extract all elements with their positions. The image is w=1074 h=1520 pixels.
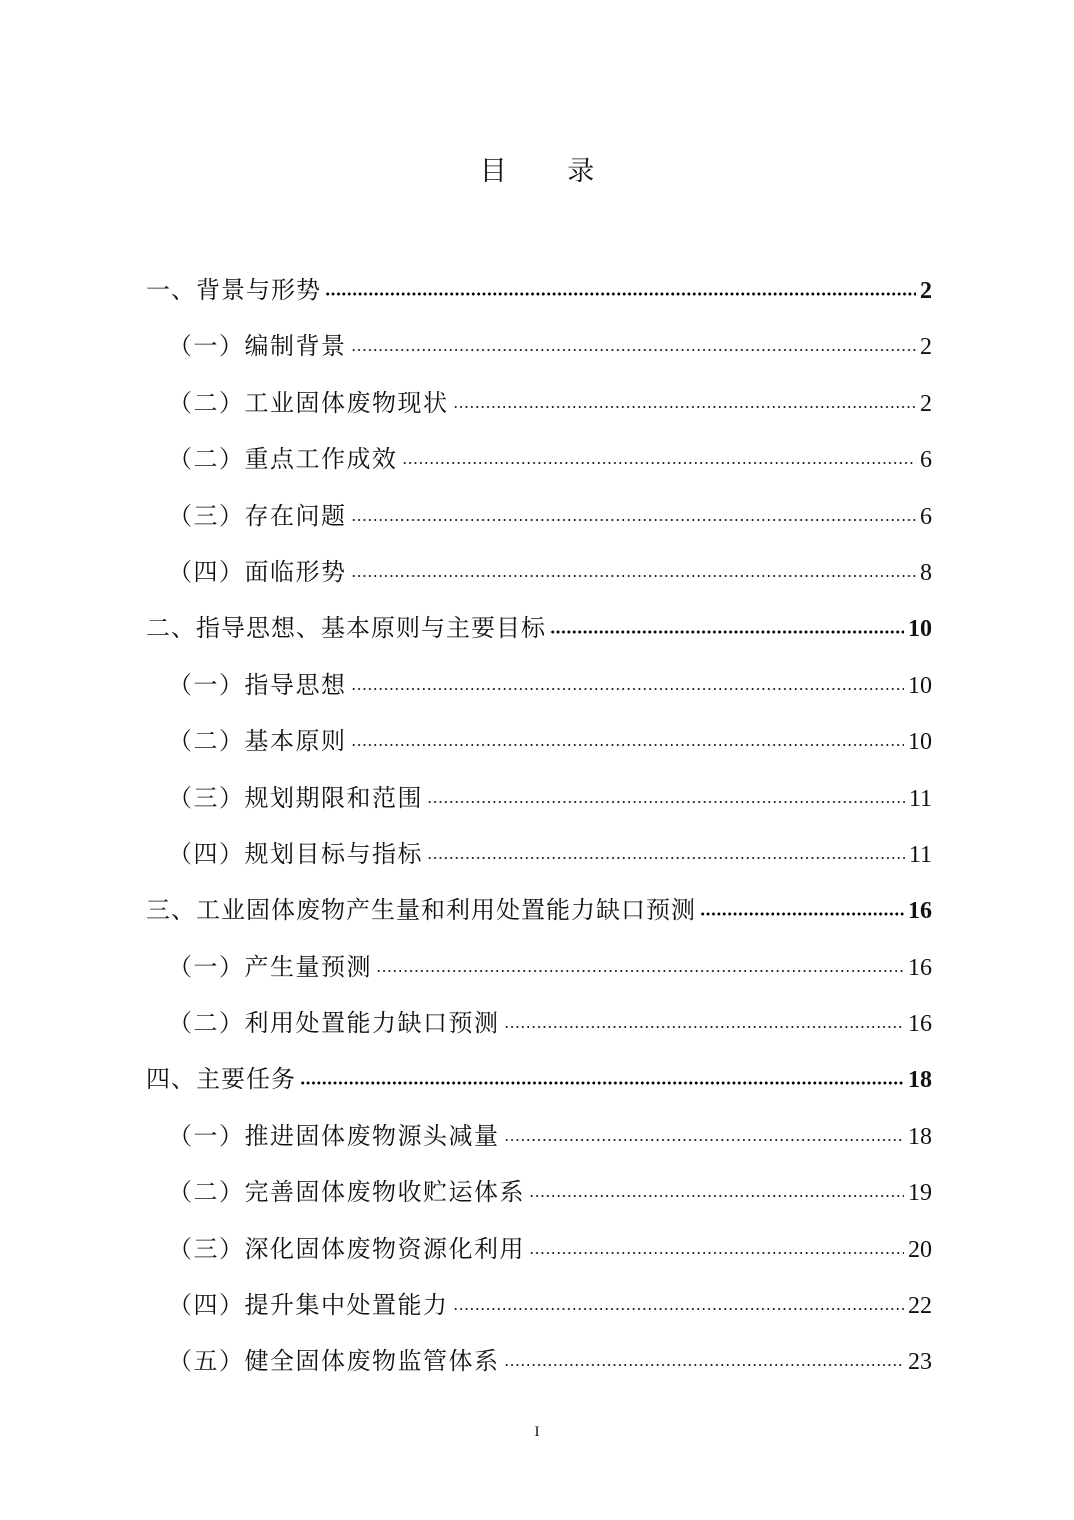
toc-entry-page-number: 2 (920, 334, 932, 361)
dot-leader (504, 1025, 905, 1029)
dot-leader (351, 574, 917, 578)
toc-chapter-entry[interactable] (146, 600, 932, 656)
toc-entry-page-number: 10 (908, 672, 932, 699)
toc-entry-label: （一）推进固体废物源头减量 (168, 1121, 500, 1150)
dot-leader (529, 1194, 904, 1198)
toc-entry-label: （二）工业固体废物现状 (168, 388, 449, 417)
dot-leader (351, 743, 905, 747)
toc-entry-label: （三）规划期限和范围 (168, 783, 423, 812)
toc-section-entry[interactable] (146, 375, 932, 431)
toc-entry-label: （三）深化固体废物资源化利用 (168, 1234, 525, 1263)
toc-entry-label: （一）产生量预测 (168, 952, 372, 981)
dot-leader (427, 856, 905, 860)
toc-section-entry[interactable] (146, 1333, 932, 1389)
dot-leader (504, 1363, 905, 1367)
page-title: 目 录 (479, 156, 621, 187)
toc-section-entry[interactable] (146, 995, 932, 1051)
toc-entry-page-number: 10 (908, 729, 932, 756)
toc-section-entry[interactable] (146, 1108, 932, 1164)
toc-entry-label: （二）完善固体废物收贮运体系 (168, 1178, 525, 1207)
dot-leader (402, 461, 917, 465)
toc-section-entry[interactable] (146, 488, 932, 544)
toc-entry-label: 四、主要任务 (146, 1065, 296, 1094)
toc-entry-page-number: 22 (908, 1293, 932, 1320)
dot-leader (351, 348, 917, 352)
dot-leader (504, 1138, 905, 1142)
toc-entry-label: （四）面临形势 (168, 557, 347, 586)
toc-chapter-entry[interactable] (146, 882, 932, 938)
table-of-contents (146, 262, 932, 1390)
toc-entry-label: （一）编制背景 (168, 332, 347, 361)
toc-section-entry[interactable] (146, 939, 932, 995)
toc-entry-page-number: 11 (908, 785, 932, 812)
toc-entry-page-number: 2 (920, 278, 932, 304)
dot-leader (300, 1081, 904, 1085)
toc-entry-page-number: 18 (908, 1067, 932, 1094)
dot-leader (453, 405, 917, 409)
dot-leader (376, 969, 904, 973)
toc-entry-label: （四）提升集中处置能力 (168, 1291, 449, 1320)
dot-leader (351, 518, 917, 522)
toc-section-entry[interactable] (146, 318, 932, 374)
toc-chapter-entry[interactable] (146, 262, 932, 318)
dot-leader (427, 800, 905, 804)
dot-leader (453, 1307, 905, 1311)
toc-section-entry[interactable] (146, 770, 932, 826)
toc-section-entry[interactable] (146, 1221, 932, 1277)
toc-entry-page-number: 23 (908, 1349, 932, 1376)
toc-entry-page-number: 6 (920, 447, 932, 474)
toc-entry-label: （二）重点工作成效 (168, 445, 398, 474)
toc-section-entry[interactable] (146, 431, 932, 487)
toc-section-entry[interactable] (146, 657, 932, 713)
toc-entry-page-number: 2 (920, 390, 932, 417)
toc-entry-page-number: 16 (908, 898, 932, 925)
toc-section-entry[interactable] (146, 713, 932, 769)
toc-section-entry[interactable] (146, 1164, 932, 1220)
toc-entry-page-number: 18 (908, 1123, 932, 1150)
toc-entry-page-number: 16 (908, 954, 932, 981)
toc-chapter-entry[interactable] (146, 1051, 932, 1107)
toc-section-entry[interactable] (146, 826, 932, 882)
toc-entry-page-number: 20 (908, 1236, 932, 1263)
toc-entry-page-number: 10 (908, 616, 932, 643)
toc-entry-page-number: 19 (908, 1180, 932, 1207)
toc-entry-page-number: 11 (908, 841, 932, 868)
toc-entry-page-number: 8 (920, 559, 932, 586)
toc-entry-label: （三）存在问题 (168, 501, 347, 530)
toc-entry-label: （四）规划目标与指标 (168, 839, 423, 868)
toc-entry-label: （一）指导思想 (168, 670, 347, 699)
toc-entry-label: 二、指导思想、基本原则与主要目标 (146, 614, 546, 643)
dot-leader (529, 1251, 904, 1255)
toc-entry-label: （五）健全固体废物监管体系 (168, 1347, 500, 1376)
toc-entry-page-number: 6 (920, 503, 932, 530)
toc-entry-label: 三、工业固体废物产生量和利用处置能力缺口预测 (146, 896, 696, 925)
dot-leader (550, 630, 904, 634)
toc-entry-label: （二）基本原则 (168, 727, 347, 756)
toc-entry-label: 一、背景与形势 (146, 276, 321, 304)
dot-leader (700, 912, 904, 916)
toc-section-entry[interactable] (146, 544, 932, 600)
dot-leader (351, 687, 905, 691)
page-number: I (534, 1424, 540, 1440)
toc-entry-page-number: 16 (908, 1011, 932, 1038)
toc-entry-label: （二）利用处置能力缺口预测 (168, 1009, 500, 1038)
toc-section-entry[interactable] (146, 1277, 932, 1333)
dot-leader (325, 292, 916, 296)
